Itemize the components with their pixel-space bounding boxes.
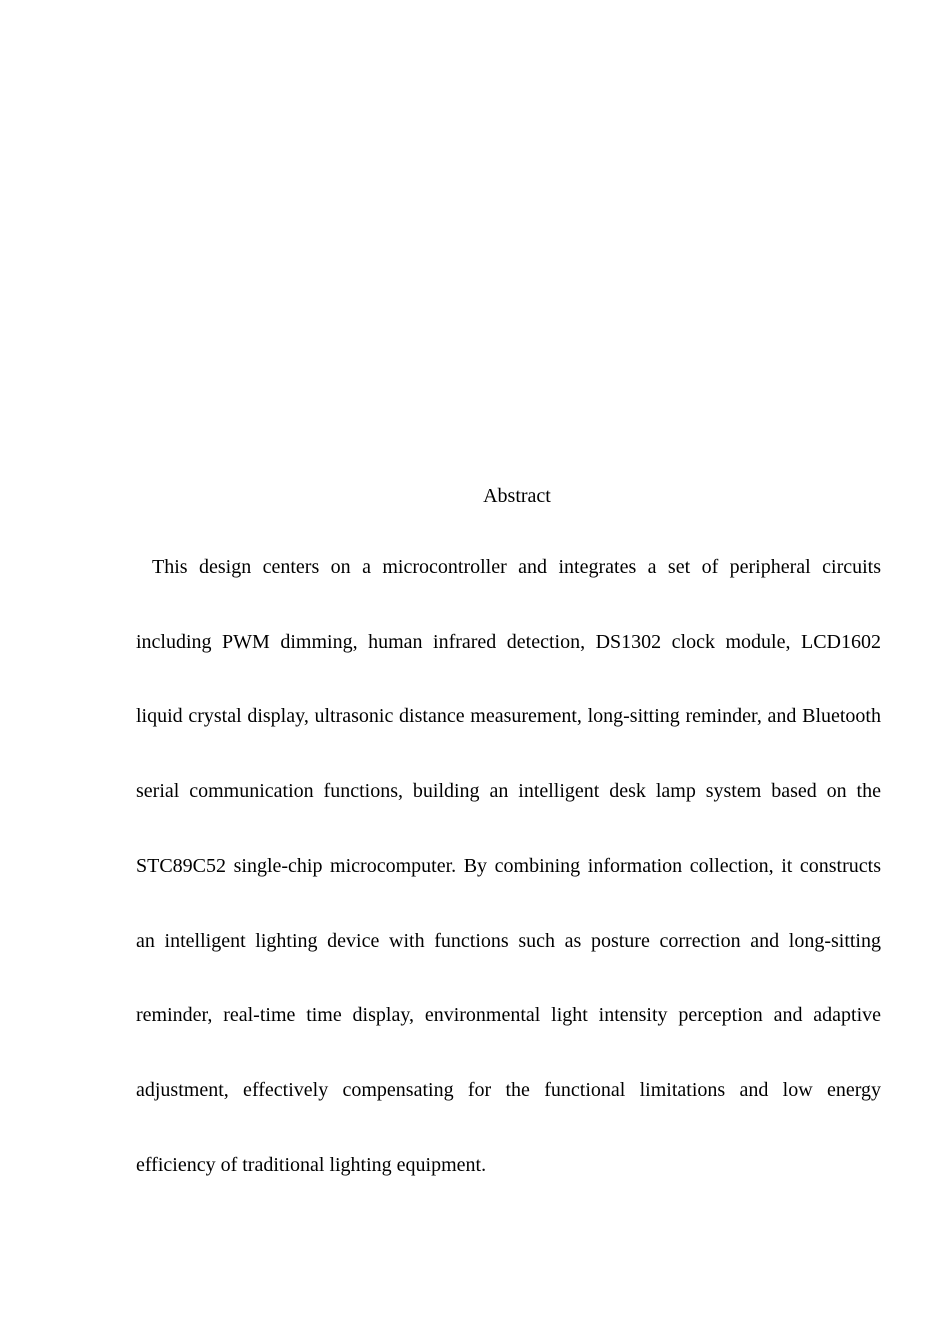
abstract-text: This design centers on a microcontroller and integrates a set of peripheral circuits including PWM dimming, human infrared detection, DS1302 clock module, LCD1602 liquid crystal display, ultrasonic distance measurement, long-sitting reminder, and Bluetooth serial communication functions, building an intelligent desk lamp system based on the STC89C52 single-chip microcomputer. By combining information collection, it constructs an intelligent lighting device with functions such as posture correction and long-sitting reminder, real-time time display, environmental light intensity perception and adaptive adjustment, effectively compensating for the functional limitations and low energy efficiency of traditional lighting equipment. <box>136 556 881 1176</box>
abstract-heading: Abstract <box>483 485 551 507</box>
abstract-paragraph <box>136 530 881 1202</box>
